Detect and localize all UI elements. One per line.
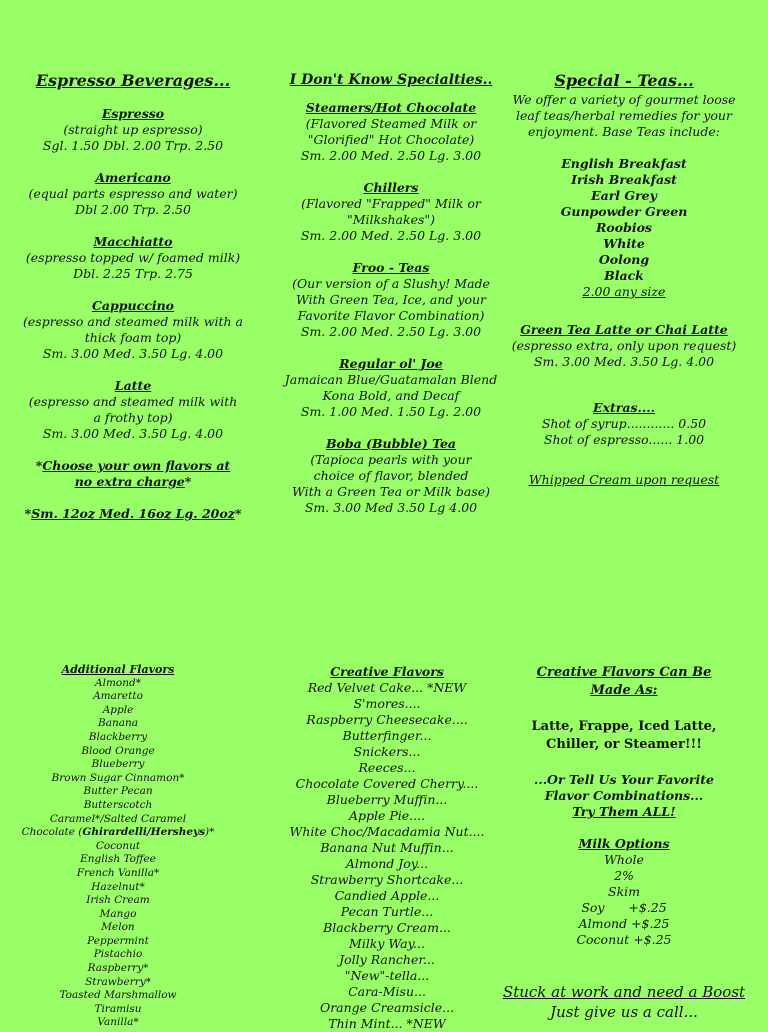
- flavor-item: Brown Sugar Cinnamon*: [51, 771, 185, 784]
- creative-flavor-item: Cara-Misu...: [348, 984, 426, 999]
- tea-item: Gunpowder Green: [560, 204, 688, 219]
- regular-joe-title: Regular ol' Joe: [339, 356, 443, 371]
- flavor-item: Tiramisu: [94, 1002, 142, 1015]
- latte-desc-2: a frothy top): [93, 410, 173, 425]
- cappuccino-title: Cappuccino: [91, 298, 174, 313]
- boba-title: Boba (Bubble) Tea: [325, 436, 457, 451]
- milk-option-paid: Soy +$.25: [581, 900, 667, 915]
- flavor-item: Blackberry: [88, 730, 148, 743]
- flavor-item: Irish Cream: [86, 894, 150, 907]
- extra-syrup: Shot of syrup............ 0.50: [541, 416, 707, 431]
- flavor-item: Apple: [102, 703, 134, 716]
- creative-flavor-item: White Choc/Macadamia Nut....: [289, 824, 485, 839]
- americano-title: Americano: [95, 170, 171, 185]
- creative-flavor-item: S'mores....: [353, 696, 421, 711]
- flavor-item: Mango: [99, 907, 137, 920]
- creative-flavor-item: Strawberry Shortcake...: [310, 872, 464, 887]
- tea-item: Earl Grey: [591, 188, 657, 203]
- steamers-desc-1: (Flavored Steamed Milk or: [305, 116, 477, 131]
- macchiatto-price: Dbl. 2.25 Trp. 2.75: [73, 266, 193, 281]
- creative-flavor-item: Jolly Rancher...: [339, 952, 435, 967]
- froo-teas-title: Froo - Teas: [352, 260, 430, 275]
- creative-flavor-item: Chocolate Covered Cherry....: [295, 776, 479, 791]
- extra-espresso: Shot of espresso...... 1.00: [543, 432, 705, 447]
- flavor-note-2: no extra charge*: [74, 474, 192, 489]
- flavor-item: Hazelnut*: [91, 880, 145, 893]
- creative-flavor-item: Butterfinger...: [342, 728, 432, 743]
- chillers-price: Sm. 2.00 Med. 2.50 Lg. 3.00: [300, 228, 482, 243]
- espresso-price: Sgl. 1.50 Dbl. 2.00 Trp. 2.50: [42, 138, 224, 153]
- milk-option: Whole: [604, 852, 644, 867]
- teas-intro-2: leaf teas/herbal remedies for your: [516, 108, 732, 123]
- flavor-item: English Toffee: [80, 853, 156, 866]
- creative-flavors-heading: Creative Flavors: [330, 664, 444, 679]
- creative-flavor-item: Apple Pie....: [348, 808, 426, 823]
- additional-flavors-heading: Additional Flavors: [61, 663, 175, 676]
- boba-desc-2: choice of flavor, blended: [313, 468, 469, 483]
- made-as-heading-2: Made As:: [590, 683, 658, 698]
- flavor-item: Coconut: [95, 839, 141, 852]
- made-as-section: [496, 664, 752, 1022]
- creative-flavor-item: Candied Apple...: [334, 888, 440, 903]
- creative-flavor-item: Blueberry Muffin...: [326, 792, 448, 807]
- teas-intro-1: We offer a variety of gourmet loose: [512, 92, 736, 107]
- teas-section: [506, 70, 742, 488]
- flavor-item: Vanilla*: [97, 1016, 139, 1029]
- extras-title: Extras....: [593, 400, 655, 415]
- froo-teas-price: Sm. 2.00 Med. 2.50 Lg. 3.00: [300, 324, 482, 339]
- espresso-section: [18, 70, 248, 522]
- boost-line-1: Stuck at work and need a Boost: [502, 983, 746, 1001]
- creative-flavor-item: Almond Joy...: [345, 856, 429, 871]
- latte-title: Latte: [114, 378, 152, 393]
- milk-option: 2%: [614, 868, 634, 883]
- creative-flavor-item: Milky Way...: [349, 936, 425, 951]
- americano-price: Dbl 2.00 Trp. 2.50: [75, 202, 191, 217]
- creative-flavor-item: Banana Nut Muffin...: [320, 840, 454, 855]
- boba-desc-1: (Tapioca pearls with your: [310, 452, 472, 467]
- tea-item: White: [603, 236, 645, 251]
- tea-latte-price: Sm. 3.00 Med. 3.50 Lg. 4.00: [533, 354, 715, 369]
- tea-latte-desc: (espresso extra, only upon request): [511, 338, 737, 353]
- try-them-all: Try Them ALL!: [572, 804, 676, 819]
- boba-price: Sm. 3.00 Med 3.50 Lg 4.00: [304, 500, 478, 515]
- flavor-item: Pistachio: [93, 948, 143, 961]
- creative-flavor-item: Raspberry Cheesecake....: [306, 712, 468, 727]
- froo-teas-desc-3: Favorite Flavor Combination): [297, 308, 485, 323]
- tell-us-1: ...Or Tell Us Your Favorite: [534, 772, 714, 787]
- steamers-desc-2: "Glorified" Hot Chocolate): [307, 132, 475, 147]
- espresso-heading: Espresso Beverages...: [35, 71, 231, 90]
- tea-item: Oolong: [598, 252, 650, 267]
- flavor-item: Amaretto: [93, 690, 143, 703]
- tea-item: English Breakfast: [561, 156, 687, 171]
- cappuccino-desc-1: (espresso and steamed milk with a: [23, 314, 243, 329]
- boba-desc-3: With a Green Tea or Milk base): [291, 484, 491, 499]
- whipped-cream-note: Whipped Cream upon request: [528, 472, 720, 487]
- tell-us-2: Flavor Combinations...: [544, 788, 704, 803]
- steamers-price: Sm. 2.00 Med. 2.50 Lg. 3.00: [300, 148, 482, 163]
- espresso-desc: (straight up espresso): [63, 122, 203, 137]
- tea-item: Black: [604, 268, 644, 283]
- flavor-item: Melon: [101, 921, 135, 934]
- teas-intro-3: enjoyment. Base Teas include:: [528, 124, 720, 139]
- flavor-item: Raspberry*: [87, 962, 149, 975]
- regular-joe-price: Sm. 1.00 Med. 1.50 Lg. 2.00: [300, 404, 482, 419]
- chillers-desc-1: (Flavored "Frapped" Milk or: [301, 196, 481, 211]
- drink-types-1: Latte, Frappe, Iced Latte,: [531, 719, 717, 734]
- flavor-item: French Vanilla*: [76, 866, 160, 879]
- regular-joe-desc-2: Kona Bold, and Decaf: [322, 388, 460, 403]
- flavor-item-chocolate: Chocolate (Ghirardelli/Hersheys)*: [21, 826, 215, 839]
- macchiatto-title: Macchiatto: [93, 234, 173, 249]
- froo-teas-desc-2: With Green Tea, Ice, and your: [296, 292, 486, 307]
- froo-teas-desc-1: (Our version of a Slushy! Made: [292, 276, 490, 291]
- chillers-desc-2: "Milkshakes"): [346, 212, 436, 227]
- regular-joe-desc-1: Jamaican Blue/Guatamalan Blend: [284, 372, 498, 387]
- milk-option-paid: Coconut +$.25: [576, 932, 672, 947]
- tea-item: Irish Breakfast: [571, 172, 677, 187]
- cup-sizes: *Sm. 12oz Med. 16oz Lg. 20oz*: [24, 506, 242, 521]
- macchiatto-desc: (espresso topped w/ foamed milk): [25, 250, 241, 265]
- flavor-item: Peppermint: [87, 934, 149, 947]
- latte-price: Sm. 3.00 Med. 3.50 Lg. 4.00: [42, 426, 224, 441]
- made-as-heading-1: Creative Flavors Can Be: [536, 665, 712, 680]
- creative-flavor-item: Orange Creamsicle...: [319, 1000, 455, 1015]
- creative-flavor-item: Snickers...: [353, 744, 421, 759]
- drink-types-2: Chiller, or Steamer!!!: [546, 737, 702, 752]
- tea-size-price: 2.00 any size: [582, 284, 666, 299]
- espresso-title: Espresso: [101, 106, 165, 121]
- latte-desc-1: (espresso and steamed milk with: [28, 394, 238, 409]
- cappuccino-price: Sm. 3.00 Med. 3.50 Lg. 4.00: [42, 346, 224, 361]
- specialties-section: [272, 70, 510, 516]
- flavor-item: Blood Orange: [81, 744, 155, 757]
- creative-flavors-section: [266, 664, 508, 1032]
- flavor-item: Caramel*/Salted Caramel: [49, 812, 187, 825]
- creative-flavor-item: "New"-tella...: [344, 968, 430, 983]
- flavor-item: Toasted Marshmallow: [59, 989, 177, 1002]
- creative-flavor-item: Red Velvet Cake... *NEW: [307, 680, 467, 695]
- flavor-item: Butterscotch: [83, 798, 153, 811]
- flavor-item: Strawberry*: [85, 975, 151, 988]
- steamers-title: Steamers/Hot Chocolate: [305, 100, 477, 115]
- creative-flavor-item: Thin Mint... *NEW: [328, 1016, 446, 1031]
- specialties-heading: I Don't Know Specialties..: [289, 72, 493, 88]
- milk-options-title: Milk Options: [578, 836, 670, 851]
- boost-line-2: Just give us a call...: [550, 1003, 698, 1021]
- milk-option: Skim: [608, 884, 640, 899]
- creative-flavor-item: Reeces...: [358, 760, 416, 775]
- additional-flavors-section: [0, 663, 236, 1030]
- tea-latte-title: Green Tea Latte or Chai Latte: [520, 322, 728, 337]
- tea-item: Roobios: [596, 220, 652, 235]
- creative-flavor-item: Pecan Turtle...: [340, 904, 434, 919]
- milk-option-paid: Almond +$.25: [578, 916, 670, 931]
- flavor-item: Blueberry: [91, 758, 145, 771]
- flavor-note-1: *Choose your own flavors at: [35, 458, 231, 473]
- creative-flavor-item: Blackberry Cream...: [323, 920, 451, 935]
- chillers-title: Chillers: [363, 180, 419, 195]
- americano-desc: (equal parts espresso and water): [28, 186, 238, 201]
- cappuccino-desc-2: thick foam top): [84, 330, 182, 345]
- flavor-item: Almond*: [95, 676, 141, 689]
- flavor-item: Banana: [97, 717, 139, 730]
- teas-heading: Special - Teas...: [554, 71, 694, 90]
- flavor-item: Butter Pecan: [83, 785, 153, 798]
